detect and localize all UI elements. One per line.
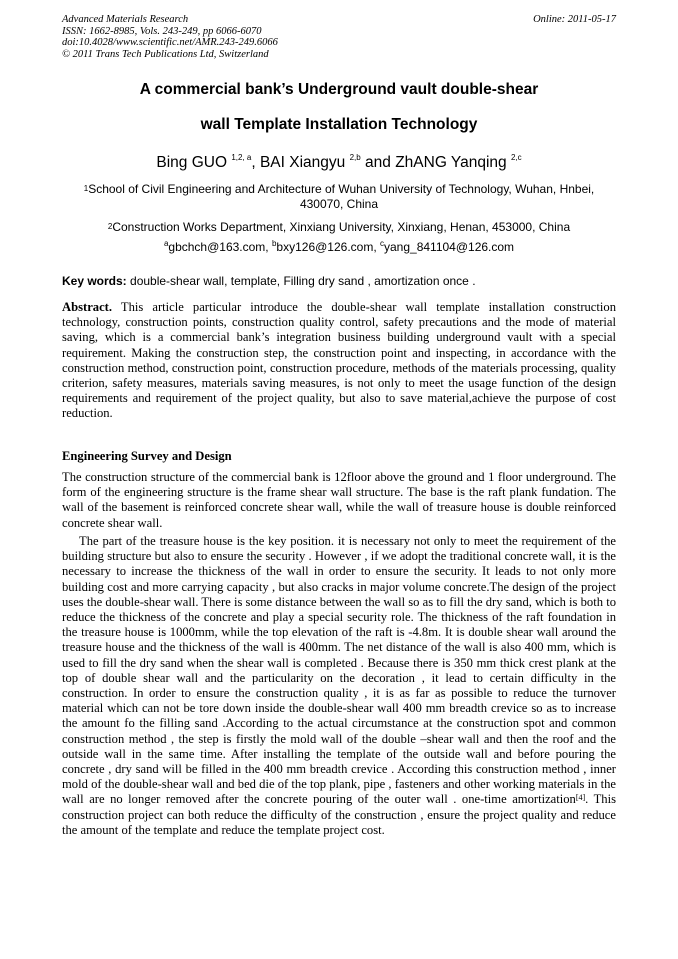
- author-separator: and: [360, 154, 396, 171]
- paper-title-line-2: wall Template Installation Technology: [200, 116, 478, 133]
- section-heading: Engineering Survey and Design: [62, 449, 232, 463]
- journal-header: [62, 14, 616, 60]
- citation-ref: [4]: [575, 793, 586, 803]
- author-name: ZhANG Yanqing: [395, 154, 507, 171]
- doi-line: doi:10.4028/www.scientific.net/AMR.243-249.6066: [62, 37, 278, 48]
- author-affiliation-mark: 2,b: [349, 153, 361, 162]
- body-paragraph-1: The construction structure of the commercial bank is 12floor above the ground and 1 floor underground. The form of the engineering structure is the frame shear wall structure. The base is the raft plank fundation. The wall of the basement is reinforced concrete shear wall, while the wall of treasure house is double reinforced concrete shear wall.: [62, 470, 616, 530]
- author-name: BAI Xiangyu: [259, 154, 346, 171]
- affiliation-text: School of Civil Engineering and Architecture of Wuhan University of Technology, Wuhan, Hnbei, 430070, China: [88, 182, 595, 211]
- keywords: [62, 274, 616, 288]
- online-date: Online: 2011-05-17: [533, 14, 616, 25]
- affiliation-1: [62, 182, 616, 212]
- affiliation-text: Construction Works Department, Xinxiang University, Xinxiang, Henan, 453000, China: [112, 220, 571, 234]
- abstract: [62, 300, 616, 422]
- keywords-label: Key words:: [62, 274, 127, 288]
- author-affiliation-mark: 2,c: [510, 153, 522, 162]
- email: yang_841104@126.com: [384, 240, 515, 254]
- abstract-label: Abstract.: [62, 300, 113, 314]
- email: bxy126@126.com,: [276, 240, 380, 254]
- email-mark: a: [163, 239, 169, 248]
- email-mark: b: [271, 239, 277, 248]
- journal-name: Advanced Materials Research: [62, 14, 189, 25]
- copyright-line: © 2011 Trans Tech Publications Ltd, Switzerland: [62, 48, 269, 60]
- body-paragraph-2: [62, 534, 616, 838]
- affiliation-mark: 2: [107, 222, 113, 231]
- affiliation-2: [62, 220, 616, 235]
- author-emails: [62, 240, 616, 254]
- author-name: Bing GUO: [156, 154, 228, 171]
- author-affiliation-mark: 1,2, a: [231, 153, 252, 162]
- issn-line: ISSN: 1662-8985, Vols. 243-249, pp 6066-6070: [62, 25, 262, 37]
- abstract-text: This article particular introduce the double-shear wall template installation construction technology, construction points, construction quality control, safety precautions and the mode of material saving, which is a commercial bank’s integration business building underground vault with a special requirement. Making the construction step, the construction point and inspecting, in accordance with the construction method, construction point, construction procedure, methods of the materials processing, quality criterion, safety measures, materials saving measures, is not only to meet the usage function of the design requirements and requirement of the project quality, but also to save material,achieve the purpose of cost reduction.: [62, 300, 616, 421]
- email-mark: c: [380, 239, 384, 248]
- affiliation-mark: 1: [83, 184, 89, 193]
- paragraph-text: The part of the treasure house is the key position. it is necessary not only to meet the requirement of the building structure but also to ensure the security . However , if we adopt the traditional concrete wall, it is the necessary to increase the thickness of the wall in order to ensure the security. It leads to not only more building cost and more carrying capacity , but also cracks in major volume concrete.The design of the project uses the double-shear wall. There is some distance between the wall so as to fill the dry sand, which is both to reduce the thickness of the concrete and play a special security role. The thickness of the raft foundation in the treasure house is 1000mm, while the top elevation of the raft is -4.8m. It is double shear wall around the treasure house and the thickness of the wall is 400mm. The net distance of the wall is also 400 mm, which is used to fill the dry sand when the shear wall is completed . Because there is 350 mm thick crest plank at the top of double shear wall and the particularity on the decoration , it lead to certain difficulty in the construction. In order to ensure the construction quality , it is as far as possible to reduce the turnover material which can not be tore down inside the double-shear wall 400 mm breadth crevice so as to increase the amount fo the filling sand .According to the actual circumstance at the construction spot and common construction method , the step is firstly the mold wall of the double –shear wall and then the roof and the outside wall in the same time. After installing the template of the outside wall and before pouring the concrete , dry sand will be filled in the 400 mm breadth crevice . According this construction method , inner mold of the double-shear wall and bed die of the top plank, pipe , fasteners and other working materials in the wall are no longer removed after the concrete pouring of the outer wall . one-time amortization: [62, 534, 616, 807]
- paragraph-text-end: . This construction project can both reduce the difficulty of the construction , ensure the project quality and reduce the amount of the template and reduce the template project cost.: [62, 792, 616, 837]
- author-separator: ,: [251, 154, 260, 171]
- email: gbchch@163.com,: [168, 240, 272, 254]
- author-list: [0, 154, 678, 172]
- paper-title-line-1: A commercial bank’s Underground vault double-shear: [139, 81, 539, 98]
- keywords-text: double-shear wall, template, Filling dry sand , amortization once .: [126, 274, 476, 288]
